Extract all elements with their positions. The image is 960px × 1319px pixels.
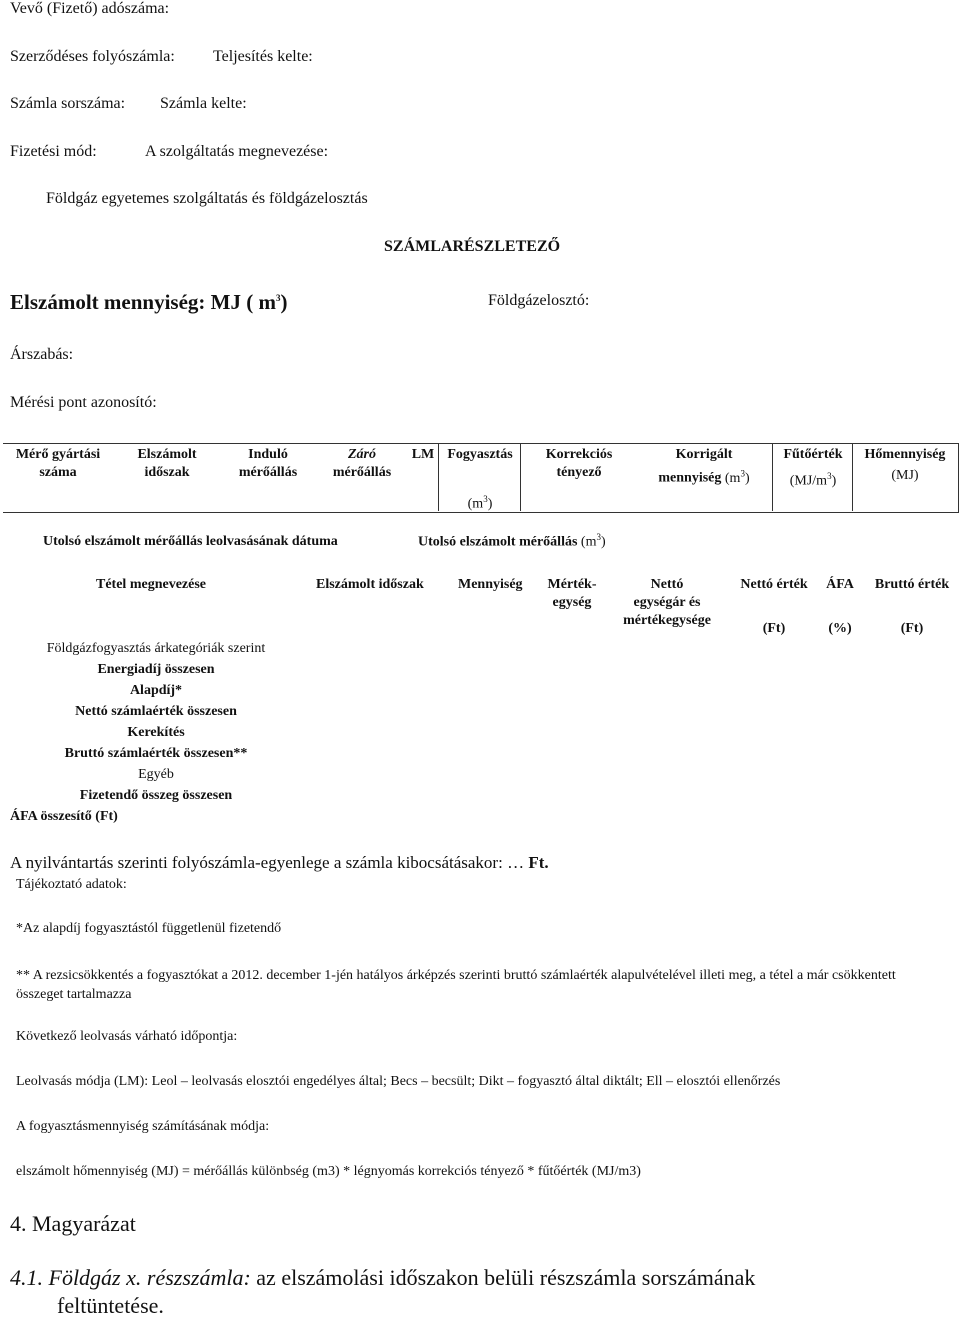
item-row: Fizetendő összeg összesen [79,788,233,803]
items-header-net-unit-price: Nettó egységár és mértékegysége [623,577,711,628]
invoice-number-label: Számla sorszáma: [10,95,126,112]
section-subheading-cont: feltüntetése. [57,1293,164,1318]
items-header-unit: Mérték- egység [547,577,597,610]
col-corrected-quantity: Korrigált mennyiség $(m^3)$ [658,447,750,486]
col-lm: LM [411,447,435,462]
contract-account-label: Szerződéses folyószámla: [10,48,175,65]
service-title: Földgáz egyetemes szolgáltatás és földgázelosztás [46,190,368,207]
items-header-quantity: Mennyiség [458,577,523,592]
balance-line: A nyilvántartás szerinti folyószámla-egyenlege a számla kibocsátásakor: … Ft. [10,853,549,872]
col-start-reading: Induló mérőállás [238,447,298,480]
reading-mode-note: Leolvasás módja (LM): Leol – leolvasás elosztói engedélyes által; Becs – becsült; Dikt – fogyasztó által diktált; Ell – elosztói ellenőrzés [16,1074,781,1089]
calc-method-label: A fogyasztásmennyiség számításának módja: [16,1119,270,1134]
info-label: Tájékoztató adatok: [16,877,127,892]
col-consumption: Fogyasztás [447,447,513,462]
section-heading: 4. Magyarázat [10,1211,136,1236]
items-header-vat: ÁFA (%) [826,577,854,636]
item-row: Energiadíj összesen [97,662,215,677]
performance-date-label: Teljesítés kelte: [213,48,313,65]
col-heating-value: Fűtőérték $(MJ/m^3)$ [783,447,843,489]
items-header-item: Tétel megnevezése [96,577,206,592]
distributor-label: Földgázelosztó: [488,292,590,309]
items-header-gross-value: Bruttó érték (Ft) [874,577,950,636]
meter-table-divider [772,443,773,511]
formula-note: elszámolt hőmennyiség (MJ) = mérőállás különbség (m3) * légnyomás korrekciós tényező * fűtőérték (MJ/m3) [16,1164,641,1179]
item-row: Kerekítés [127,725,185,740]
meter-table-divider [852,443,853,511]
next-reading-label: Következő leolvasás várható időpontja: [16,1029,238,1044]
payment-method-label: Fizetési mód: [10,143,97,160]
buyer-tax-label: Vevő (Fizető) adószáma: [10,0,170,17]
section-subheading: 4.1. Földgáz x. részszámla: az elszámolási időszakon belüli részszámla sorszámának [10,1265,756,1290]
settled-quantity-heading: Elszámolt mennyiség: MJ ( $m^3$) [10,290,288,314]
col-meter-serial: Mérő gyártási száma [15,447,101,480]
last-reading-date-label: Utolsó elszámolt mérőállás leolvasásának dátuma [43,534,338,549]
item-row: Bruttó számlaérték összesen** [64,746,248,761]
col-heat-quantity: Hőmennyiség (MJ) [864,447,946,483]
vat-summary-label: ÁFA összesítő (Ft) [10,809,118,824]
note-price-reduction: ** A rezsicsökkentés a fogyasztókat a 2012. december 1-jén hatályos árképzés szerinti bruttó számlaérték alapulvételével illeti meg, a tétel a már csökkentett összeget tartalmazza [16,968,896,1002]
meter-table-divider [438,443,439,511]
meter-table-divider [520,443,521,511]
col-settled-period: Elszámolt időszak [137,447,197,480]
item-row: Nettó számlaérték összesen [75,704,237,719]
items-header-period: Elszámolt időszak [316,577,424,592]
invoice-date-label: Számla kelte: [160,95,247,112]
pricing-label: Árszabás: [10,346,74,363]
col-correction-factor: Korrekciós tényező [545,447,613,480]
item-row: Földgázfogyasztás árkategóriák szerint [46,641,266,656]
col-consumption-unit: $(m^3)$ [467,494,493,512]
items-header-net-value: Nettó érték (Ft) [740,577,808,636]
meter-point-label: Mérési pont azonosító: [10,394,157,411]
item-row: Egyéb [138,767,174,782]
note-base-fee: *Az alapdíj fogyasztástól függetlenül fizetendő [16,921,282,936]
service-name-label: A szolgáltatás megnevezése: [145,143,329,160]
col-end-reading: Záró mérőállás [332,447,392,480]
last-reading-value-label: Utolsó elszámolt mérőállás $(m^3)$ [418,532,606,550]
item-row: Alapdíj* [129,683,183,698]
details-title: SZÁMLARÉSZLETEZŐ [384,238,561,255]
